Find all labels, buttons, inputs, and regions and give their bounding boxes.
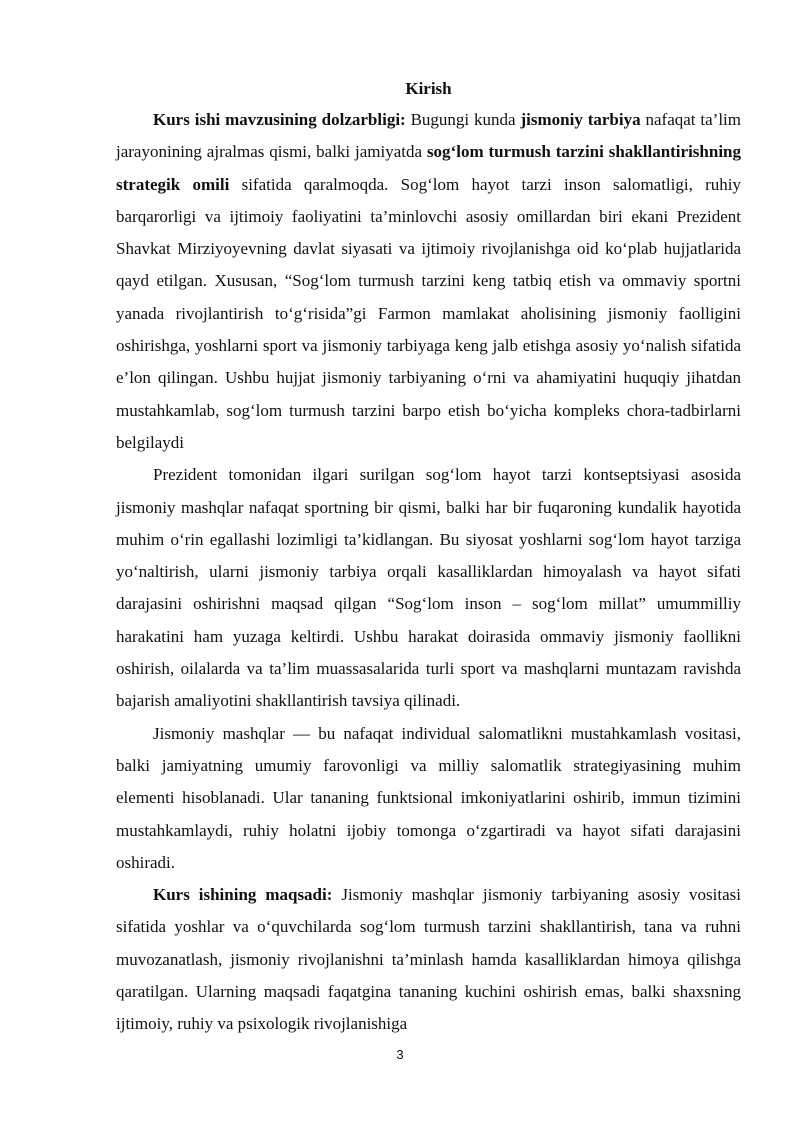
paragraph-concept: Prezident tomonidan ilgari surilgan sog‘lom hayot tarzi kontseptsiyasi asosida jismoniy mashqlar nafaqat sportning bir qismi, balki har bir fuqaroning kundalik hayotida muhim o‘rin egallashi lozimligi ta’kidlangan. Bu siyosat yoshlarni sog‘lom hayot tarziga yo‘naltirish, ularni jismoniy tarbiya orqali kasalliklardan himoyalash va hayot sifati darajasini oshirishni maqsad qilgan “Sog‘lom inson – sog‘lom millat” umummilliy harakatini ham yuzaga keltirdi. Ushbu harakat doirasida ommaviy jismoniy faollikni oshirish, oilalarda va ta’lim muassasalarida turli sport va mashqlarni muntazam ravishda bajarish amaliyotini shakllantirish tavsiya qilinadi. [116,465,741,711]
document-page [116,74,741,1041]
relevance-heading: Kurs ishi mavzusining dolzarbligi: [153,110,406,129]
paragraph-text: Bugungi kunda [405,110,521,129]
page-number: 3 [396,1047,404,1062]
paragraph-text: Jismoniy mashqlar jismoniy tarbiyaning asosiy vositasi sifatida yoshlar va o‘quvchilarda sog‘lom turmush tarzini shakllantirish, tana va ruhni muvozanatlash, jismoniy rivojlanishni ta’minlash hamda kasalliklardan himoya qilishga qaratilgan. Ularning maqsadi faqatgina tananing kuchini oshirish emas, balki shaxsning ijtimoiy, ruhiy va psixologik rivojlanishiga [116,885,742,1034]
bold-phrase: jismoniy tarbiya [520,110,641,129]
section-title: Kirish [405,79,452,98]
bold-phrase: sog‘lom turmush tarzini shakllantirishning strategik omili [116,142,741,194]
goal-heading: Kurs ishining maqsadi: [153,885,333,905]
paragraph-text: nafaqat ta’lim jarayonining ajralmas qismi, balki jamiyatda [116,110,742,162]
paragraph-text: sifatida qaralmoqda. Sog‘lom hayot tarzi inson salomatligi, ruhiy barqarorligi va ijtimoiy faoliyatini ta’minlovchi asosiy omillardan biri ekani Prezident Shavkat Mirziyoyevning davlat siyasati va ijtimoiy rivojlanishga oid ko‘plab hujjatlarida qayd etilgan. Xususan, “Sog‘lom turmush tarzini keng tatbiq etish va ommaviy sportni yanada rivojlantirish to‘g‘risida”gi Farmon mamlakat aholisining jismoniy faolligini oshirishga, yoshlarni sport va jismoniy tarbiyaga keng jalb etishga asosiy yo‘nalish sifatida e’lon qilingan. Ushbu hujjat jismoniy tarbiyaning o‘rni va ahamiyatini huquqiy jihatdan mustahkamlab, sog‘lom turmush tarzini barpo etish bo‘yicha kompleks chora-tadbirlarni belgilaydi [116,174,742,452]
paragraph-relevance [116,104,741,459]
paragraph-exercises: Jismoniy mashqlar — bu nafaqat individual salomatlikni mustahkamlash vositasi, balki jamiyatning umumiy farovonligi va milliy salomatlik strategiyasining muhim elementi hisoblanadi. Ular tananing funktsional imkoniyatlarini oshirib, immun tizimini mustahkamlaydi, ruhiy holatni ijobiy tomonga o‘zgartiradi va hayot sifati darajasini oshiradi. [116,723,741,872]
paragraph-goal [116,879,741,1040]
